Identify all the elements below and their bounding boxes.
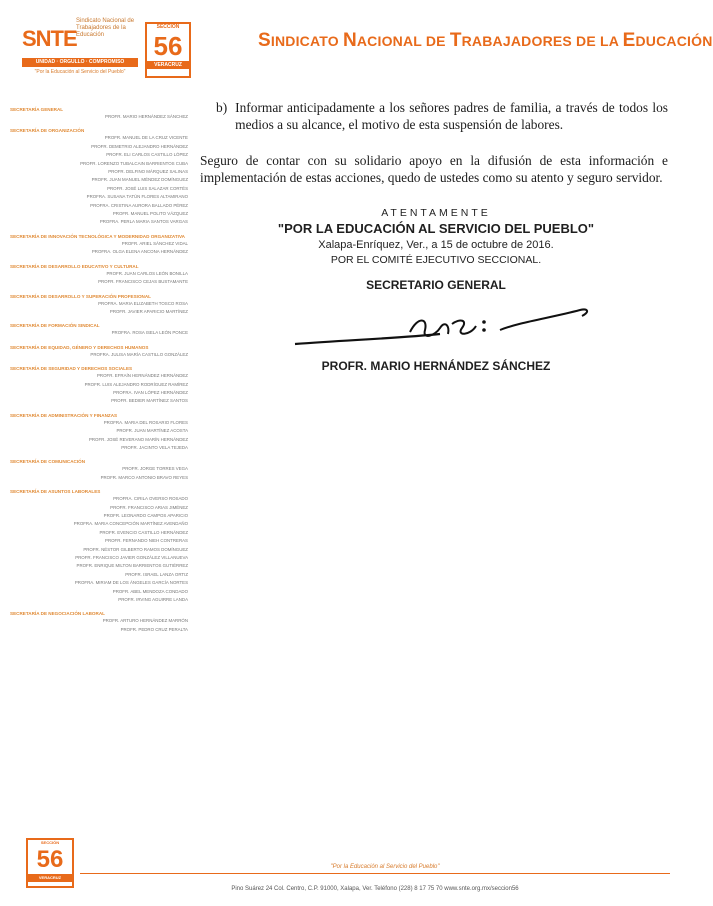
committee-member: PROFR. FRANCISCO ARIAS JIMÉNEZ	[110, 504, 188, 510]
atentamente-label: ATENTAMENTE	[381, 207, 491, 219]
footer-badge-section-label: SECCIÓN	[40, 840, 60, 845]
title-capital: S	[258, 30, 271, 51]
committee-member: PROFRA. PERLA MARIA SANTOS VARGAS	[99, 219, 188, 225]
committee-member: PROFR. MARIO HERNÁNDEZ SÁNCHEZ	[105, 114, 188, 119]
title-rest: INDICATO	[270, 33, 343, 49]
motto: "POR LA EDUCACIÓN AL SERVICIO DEL PUEBLO"	[277, 221, 595, 236]
committee-member: PROFR. IRVING AGUIRRE LANDA	[118, 597, 188, 603]
committee-section-title: SECRETARÍA DE DESARROLLO EDUCATIVO Y CULTURAL	[10, 263, 139, 269]
signer-name: PROFR. MARIO HERNÁNDEZ SÁNCHEZ	[321, 359, 551, 373]
committee-member: PROFR. DEMETRIO ALEJANDRO HERNÁNDEZ	[91, 143, 188, 149]
committee-member: PROFR. MARCO ANTONIO BRAVO REYES	[100, 474, 188, 480]
committee-member: PROFRA. MARIA CONCEPCIÓN MARTÍNEZ AVENDAÑO	[73, 521, 188, 527]
committee-section-title: SECRETARÍA DE ORGANIZACIÓN	[10, 128, 85, 134]
committee-member: PROFRA. JULISA MARÍA CASTILLO GONZÁLEZ	[90, 351, 188, 357]
committee-member: PROFR. ARTURO HERNÁNDEZ MARRÓN	[102, 618, 188, 624]
committee-member: PROFRA. IVAN LÓPEZ HERNÁNDEZ	[113, 389, 188, 395]
badge-section-label: SECCIÓN	[156, 24, 180, 30]
committee-member: PROFR. JORGE TORRES VEGA	[122, 466, 188, 472]
committee-member: PROFR. JUAN MARTÍNEZ ACOSTA	[116, 428, 188, 434]
section-56-badge	[145, 22, 191, 78]
committee-member: PROFRA. MIRIAM DE LOS ÁNGELES GARCÍA NORTES	[74, 580, 188, 586]
badge-state-label: VERACRUZ	[147, 61, 189, 69]
closing-paragraph: Seguro de contar con su solidario apoyo en la difusión de esta información e implementación de estas acciones, quedo de ustedes como su atento y seguro servidor.	[200, 153, 668, 185]
footer-badge-state-label: VERACRUZ	[28, 874, 72, 882]
committee-member: PROFR. LORENZO TUBALCAIN BARRIENTOS CUBA	[80, 160, 188, 166]
title-capital: N	[342, 30, 357, 51]
committee-section-title: SECRETARÍA DE NEGOCIACIÓN LABORAL	[10, 611, 105, 617]
committee-member: PROFRA. SUSANA TATÚN FLORES ALTAMIRANO	[86, 194, 188, 200]
committee-member: PROFRA. OLGA ELENA ANCONA HERNÁNDEZ	[91, 249, 188, 255]
committee-member: PROFR. JOSÉ REVERANO MARÍN HERNÁNDEZ	[88, 436, 188, 442]
committee-member: PROFR. FERNANDO NIEH CONTRERAS	[105, 538, 188, 544]
committee-section-title: SECRETARÍA DE EQUIDAD, GÉNERO Y DERECHOS HUMANOS	[10, 344, 149, 350]
committee-member: PROFR. MANUEL DE LA CRUZ VICENTE	[104, 135, 188, 141]
committee-member: PROFR. DELFINO MÁRQUEZ SALINAS	[108, 169, 188, 175]
committee-section-title: SECRETARÍA DE DESARROLLO Y SUPERACIÓN PROFESIONAL	[10, 293, 151, 299]
union-title	[258, 30, 713, 52]
footer-section-56-badge	[26, 838, 74, 888]
committee-member: PROFR. FRANCISCO JAVIER GONZÁLEZ VILLANUEVA	[75, 555, 188, 561]
letter-body	[200, 99, 668, 186]
title-capital: T	[449, 30, 462, 51]
committee-member: PROFRA. CIRILA OVERSO ROSADO	[113, 496, 188, 502]
committee-member: PROFR. LEONARDO CAMPOS APARICIO	[103, 513, 188, 518]
committee-member: PROFRA. MARIA ELIZABETH TOSCO ROSA	[98, 300, 188, 306]
footer-divider	[80, 873, 670, 874]
item-label: b)	[216, 100, 228, 115]
title-rest: RABAJADORES DE LA	[461, 33, 623, 49]
committee-member: PROFR. ELI CARLOS CASTILLO LÓPEZ	[106, 152, 188, 158]
signer-position: SECRETARIO GENERAL	[366, 278, 506, 292]
committee-section-title: SECRETARÍA DE ADMINISTRACIÓN Y FINANZAS	[10, 412, 118, 418]
committee-member: PROFR. PEDRO CRUZ PERALTA	[120, 626, 188, 632]
committee-member: PROFR. ABEL MENDOZA CONDADO	[112, 588, 188, 594]
committee-member: PROFR. BEDIER MARTÍNEZ SANTOS	[111, 398, 188, 404]
footer-slogan: "Por la Educación al Servicio del Pueblo"	[330, 864, 440, 870]
committee-member: PROFR. JAVIER APARICIO MARTÍNEZ	[109, 308, 188, 314]
logo-motto-bar: UNIDAD · ORGULLO · COMPROMISO	[22, 58, 138, 67]
committee-member: PROFR. ARIEL SÁNCHEZ VIDAL	[121, 240, 188, 246]
committee-section-title: SECRETARÍA DE COMUNICACIÓN	[10, 459, 86, 465]
committee-section-title: SECRETARÍA DE FORMACIÓN SINDICAL	[10, 323, 100, 329]
footer-badge-number: 56	[36, 846, 64, 873]
committee-member: PROFR. JUAN CARLOS LEÓN BONILLA	[106, 270, 188, 276]
logo-slogan: "Por la Educación al Servicio del Pueblo"	[34, 69, 126, 75]
committee-member: PROFRA. MARIA DEL ROSARIO FLORES	[103, 419, 188, 425]
handwritten-signature	[290, 296, 600, 356]
committee-member: PROFR. MANUEL POLITO VÁZQUEZ	[112, 211, 188, 217]
footer-address: Pino Suárez 24 Col. Centro, C.P. 91000, Xalapa, Ver. Teléfono (228) 8 17 75 70 www.snte.org.mx/seccion56	[231, 886, 519, 892]
title-capital: E	[622, 30, 636, 51]
committee-member: PROFR. NÉSTOR GILBERTO RAMOS DOMÍNGUEZ	[83, 546, 188, 552]
committee-member: PROFR. JACINTO VELA TEJEDA	[121, 444, 188, 450]
title-rest: ACIONAL DE	[356, 33, 450, 49]
committee-member: PROFR. ENRIQUE MILTON BARRIENTOS GUTIÉRREZ	[76, 563, 188, 569]
item-text: Informar anticipadamente a los señores padres de familia, a través de todos los medios a su alcance, el motivo de esta suspensión de labores.	[235, 100, 668, 132]
title-rest: DUCACIÓN	[635, 33, 713, 49]
committee-member: PROFRA. ROSA ISELA LEÓN PONCE	[111, 330, 188, 336]
committee-member: PROFRA. CRISTINA AURORA BALLADO PÉREZ	[90, 202, 188, 208]
list-item-b	[216, 99, 668, 133]
committee-section-title: SECRETARÍA DE SEGURIDAD Y DERECHOS SOCIALES	[10, 366, 133, 372]
committee-line: POR EL COMITÉ EJECUTIVO SECCIONAL.	[330, 254, 542, 266]
committee-member: PROFR. EVENCIO CASTILLO HERNÁNDEZ	[99, 529, 188, 535]
committee-member: PROFR. FRANCISCO CEJAS BUSTAMANTE	[98, 279, 188, 285]
badge-number: 56	[153, 31, 183, 61]
committee-member: PROFR. JOSÉ LUIS SALAZAR CORTÉS	[107, 185, 188, 191]
committee-sidebar	[10, 100, 192, 634]
committee-member: PROFR. LUIS ALEJANDRO RODRÍGUEZ RAMÍREZ	[84, 381, 188, 387]
committee-member: PROFR. EFRAÍN HERNÁNDEZ HERNÁNDEZ	[97, 373, 188, 379]
committee-section-title: SECRETARÍA GENERAL	[10, 107, 64, 112]
snte-logo: SNTE	[22, 26, 77, 51]
committee-section-title: SECRETARÍA DE ASUNTOS LABORALES	[10, 489, 101, 495]
committee-member: PROFR. ISRAEL LANZA ORTIZ	[125, 571, 188, 577]
signature-block	[236, 207, 636, 292]
committee-member: PROFR. JUAN MANUEL MÉNDEZ DOMÍNGUEZ	[91, 177, 188, 183]
date-place: Xalapa-Enríquez, Ver., a 15 de octubre de 2016.	[318, 239, 554, 251]
committee-section-title: SECRETARÍA DE INNOVACIÓN TECNOLÓGICA Y MODERNIDAD ORGANIZATIVA	[10, 233, 185, 239]
snte-logo-subtitle: Sindicato Nacional de Trabajadores de la Educación	[76, 18, 135, 38]
